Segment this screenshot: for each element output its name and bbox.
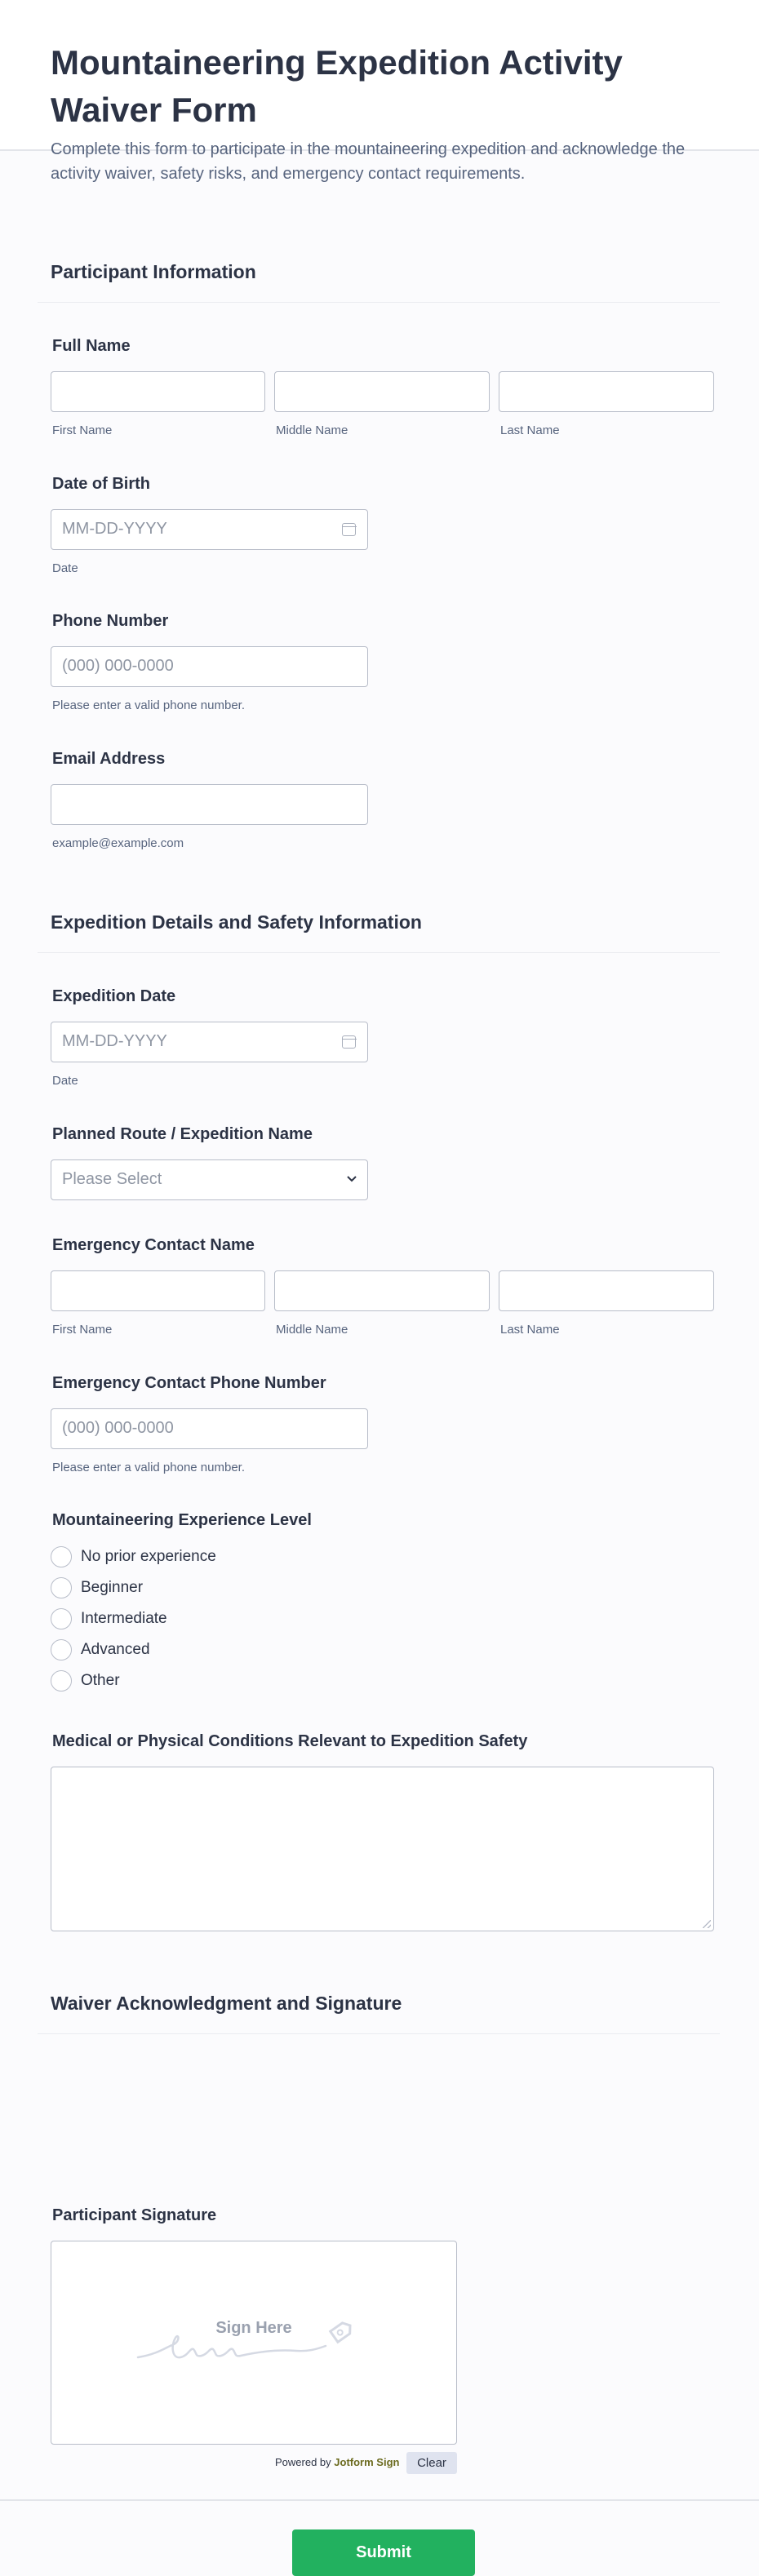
footer-divider [0, 2499, 759, 2501]
section-title: Expedition Details and Safety Information [51, 911, 422, 933]
experience-radio-none[interactable] [51, 1546, 72, 1567]
emergency-last-name-input[interactable] [499, 1270, 714, 1311]
emergency-name-label: Emergency Contact Name [52, 1236, 255, 1254]
form-header [0, 0, 759, 183]
middle-name-sublabel: Middle Name [276, 423, 348, 437]
dob-input[interactable] [51, 509, 368, 550]
experience-option-label: Advanced [81, 1641, 150, 1658]
experience-option-label: Intermediate [81, 1610, 167, 1627]
emergency-phone-input[interactable] [51, 1408, 368, 1449]
section-waiver [38, 1976, 720, 2034]
phone-label: Phone Number [52, 612, 169, 630]
section-expedition [38, 895, 720, 953]
expedition-date-sublabel: Date [52, 1074, 78, 1088]
first-name-sublabel: First Name [52, 423, 113, 437]
route-select[interactable] [51, 1159, 368, 1200]
jotform-sign-brand: Jotform Sign [334, 2456, 400, 2468]
submit-button[interactable]: Submit [292, 2529, 475, 2576]
section-title: Waiver Acknowledgment and Signature [51, 1993, 402, 2014]
medical-textarea[interactable] [51, 1767, 714, 1931]
experience-option-label: Beginner [81, 1579, 144, 1596]
form-description: Complete this form to participate in the mountaineering expedition and acknowledge the activity waiver, safety risks, and emergency contact requirements. [51, 140, 686, 183]
email-input[interactable] [51, 784, 368, 825]
emergency-phone-label: Emergency Contact Phone Number [52, 1374, 326, 1392]
sign-here-text: Sign Here [215, 2319, 292, 2337]
medical-label: Medical or Physical Conditions Relevant to Expedition Safety [52, 1732, 528, 1750]
phone-placeholder: (000) 000-0000 [62, 657, 174, 675]
dob-sublabel: Date [52, 561, 78, 575]
experience-radio-advanced[interactable] [51, 1639, 72, 1660]
emergency-first-name-input[interactable] [51, 1270, 265, 1311]
section-participant [38, 245, 720, 303]
dob-placeholder: MM-DD-YYYY [62, 520, 167, 538]
middle-name-input[interactable] [274, 371, 490, 412]
route-placeholder: Please Select [62, 1170, 162, 1188]
expedition-date-input[interactable] [51, 1022, 368, 1062]
experience-option-label: Other [81, 1672, 120, 1689]
expedition-date-placeholder: MM-DD-YYYY [62, 1032, 167, 1050]
signature-pad[interactable] [51, 2241, 457, 2445]
experience-label: Mountaineering Experience Level [52, 1511, 312, 1529]
form-title: Mountaineering Expedition Activity Waiver Form [51, 43, 623, 129]
experience-radio-other[interactable] [51, 1670, 72, 1691]
powered-by-label: Powered by [275, 2456, 331, 2468]
emergency-phone-placeholder: (000) 000-0000 [62, 1419, 174, 1437]
full-name-label: Full Name [52, 337, 131, 355]
email-sublabel: example@example.com [52, 836, 184, 850]
email-label: Email Address [52, 750, 166, 768]
emergency-phone-sublabel: Please enter a valid phone number. [52, 1461, 245, 1474]
emergency-last-sublabel: Last Name [500, 1323, 560, 1337]
calendar-icon[interactable] [342, 1035, 356, 1049]
emergency-first-sublabel: First Name [52, 1323, 113, 1337]
clear-signature-button[interactable]: Clear [406, 2452, 457, 2474]
resize-handle-icon[interactable] [703, 1920, 711, 1928]
first-name-input[interactable] [51, 371, 265, 412]
last-name-sublabel: Last Name [500, 423, 560, 437]
signature-label: Participant Signature [52, 2206, 217, 2224]
expedition-date-label: Expedition Date [52, 987, 176, 1005]
last-name-input[interactable] [499, 371, 714, 412]
section-title: Participant Information [51, 261, 256, 282]
emergency-middle-sublabel: Middle Name [276, 1323, 348, 1337]
experience-option-label: No prior experience [81, 1548, 216, 1565]
experience-radio-intermediate[interactable] [51, 1608, 72, 1629]
powered-by-text [275, 2456, 399, 2468]
chevron-down-icon [346, 1175, 357, 1183]
route-label: Planned Route / Expedition Name [52, 1125, 313, 1143]
phone-sublabel: Please enter a valid phone number. [52, 698, 245, 712]
phone-input[interactable] [51, 646, 368, 687]
emergency-middle-name-input[interactable] [274, 1270, 490, 1311]
calendar-icon[interactable] [342, 523, 356, 536]
dob-label: Date of Birth [52, 475, 150, 493]
experience-radio-beginner[interactable] [51, 1577, 72, 1598]
